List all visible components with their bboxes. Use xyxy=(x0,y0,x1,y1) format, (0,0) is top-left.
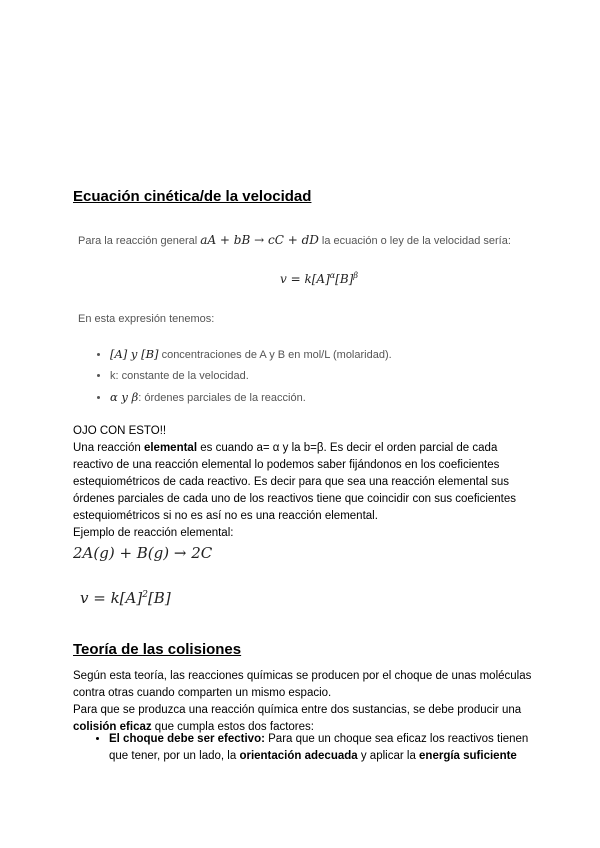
rate-law-terms-list xyxy=(96,344,392,409)
formula-main: v = k[A] xyxy=(280,272,330,286)
list-item xyxy=(110,344,392,366)
note-text: Una reacción xyxy=(73,442,144,454)
collision-text: que cumpla estos dos factores: xyxy=(151,721,314,733)
rate-eq-exponent: 2 xyxy=(142,590,148,600)
bullet-text: : órdenes parciales de la reacción. xyxy=(138,392,306,404)
factor-text: Para que un choque sea eficaz los reactivos tienen que tener, por un lado, la xyxy=(109,733,529,762)
list-item xyxy=(110,387,392,409)
note-heading: OJO CON ESTO!! xyxy=(73,425,167,437)
collision-text: Para que se produzca una reacción química entre dos sustancias, se debe producir una xyxy=(73,704,522,716)
intro-text-before: Para la reacción general xyxy=(78,235,201,247)
general-reaction-math: aA + bB → cC + dD xyxy=(200,233,319,247)
factor-bold: El choque debe ser efectivo: xyxy=(109,733,265,745)
bullet-text: k: constante de la velocidad. xyxy=(110,370,249,382)
note-text: es cuando a= α y la b=β. Es decir el orden parcial de cada reactivo de una reacción elemental lo podemos saber fijándonos en los coeficientes estequiométricos de cada reactivo. Es decir para que sea una reacción elemental sus órdenes parciales de cada uno de los reactivos tiene que coincidir con sus coeficientes estequiométricos si no es así no es una reacción elemental. xyxy=(73,442,517,522)
factor-bold: orientación adecuada xyxy=(239,750,358,762)
factor-bold: energía suficiente xyxy=(419,750,517,762)
factor-text: y aplicar la xyxy=(357,750,420,762)
collision-bold-term: colisión eficaz xyxy=(73,721,152,733)
bullet-math: [A] y [B] xyxy=(110,347,159,361)
formula-beta: β xyxy=(353,271,358,280)
rate-eq-part: v = k[A] xyxy=(80,589,143,607)
list-item xyxy=(109,731,549,765)
bullet-text: concentraciones de A y B en mol/L (molaridad). xyxy=(158,349,392,361)
formula-mid: [B] xyxy=(335,272,354,286)
note-paragraph xyxy=(73,440,533,525)
collision-theory-body xyxy=(73,668,533,736)
note-bold-term: elemental xyxy=(143,442,198,454)
intro-text-after: la ecuación o ley de la velocidad sería: xyxy=(318,235,511,247)
example-reaction-equation: 2A(g) + B(g) → 2C xyxy=(73,544,213,562)
intro-sentence xyxy=(78,233,511,247)
expression-label: En esta expresión tenemos: xyxy=(78,313,215,325)
bullet-math: α y β xyxy=(110,390,139,404)
formula-alpha: α xyxy=(329,271,336,280)
rate-eq-part: [B] xyxy=(147,589,171,607)
list-item xyxy=(110,366,392,387)
example-rate-equation xyxy=(80,589,171,607)
rate-law-formula xyxy=(280,271,358,286)
collision-paragraph-1: Según esta teoría, las reacciones químicas se producen por el choque de unas moléculas contra otras cuando comparten un mismo espacio. xyxy=(73,670,532,699)
note-block xyxy=(73,423,533,542)
collision-factors-list xyxy=(93,731,549,765)
section-title-kinetic-equation: Ecuación cinética/de la velocidad xyxy=(73,188,312,205)
example-label: Ejemplo de reacción elemental: xyxy=(73,527,234,539)
section-title-collision-theory: Teoría de las colisiones xyxy=(73,641,242,658)
